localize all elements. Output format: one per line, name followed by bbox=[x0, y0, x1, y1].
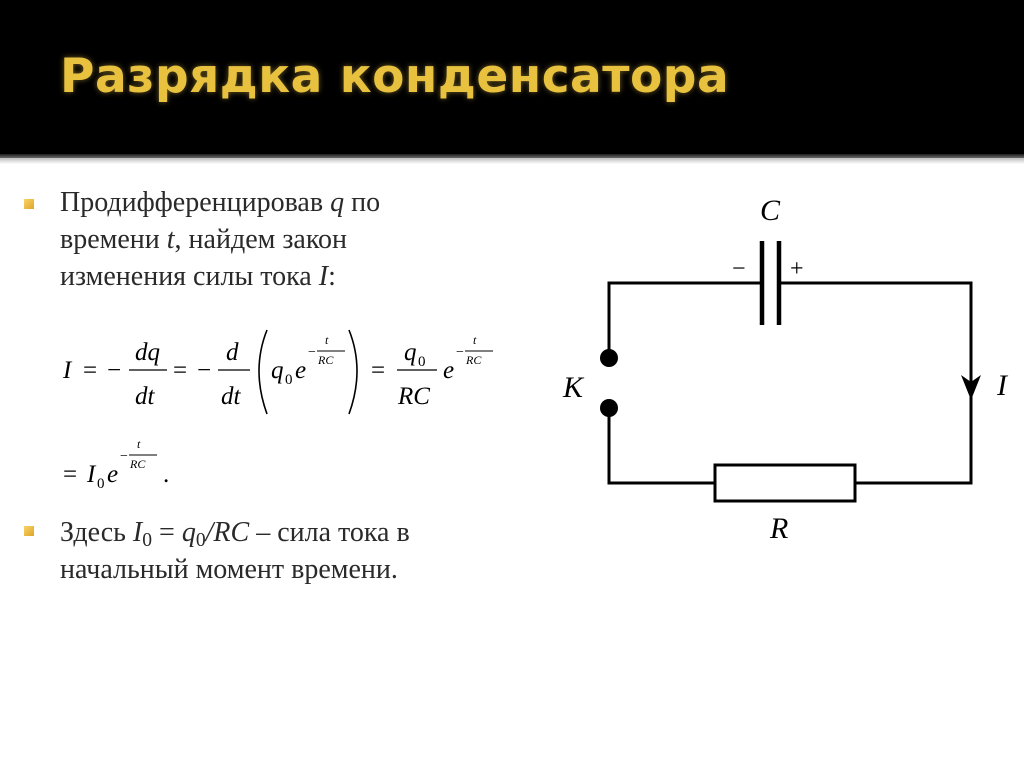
text-span: – сила тока в bbox=[249, 517, 410, 548]
text-span: времени bbox=[60, 224, 167, 255]
math-var-RC: /RC bbox=[205, 517, 250, 548]
exp-t: t bbox=[473, 333, 477, 347]
formula-q: q bbox=[271, 357, 284, 384]
text-span: Здесь bbox=[60, 517, 133, 548]
formula-eq: = bbox=[173, 357, 188, 384]
formula-d: d bbox=[226, 339, 239, 366]
text-span: начальный момент времени. bbox=[60, 554, 398, 585]
text-span: = bbox=[152, 517, 182, 548]
formula-q: q bbox=[404, 339, 417, 366]
switch-contact-top bbox=[600, 349, 618, 367]
formula-eq: = bbox=[371, 357, 386, 384]
formula-dot: . bbox=[163, 461, 170, 488]
exp-minus: − bbox=[120, 449, 128, 464]
formula-minus: − bbox=[107, 357, 122, 384]
math-var-t: t bbox=[166, 224, 175, 255]
formula-dq: dq bbox=[135, 339, 160, 366]
text-span: : bbox=[328, 261, 336, 292]
resistor-label: R bbox=[770, 512, 789, 545]
math-var-q: q bbox=[330, 187, 345, 218]
switch-label: K bbox=[563, 371, 584, 404]
math-var-q: q bbox=[181, 517, 196, 548]
wire-top-left bbox=[609, 283, 762, 358]
formula-eq: = bbox=[83, 357, 98, 384]
wire-top-right bbox=[779, 283, 971, 483]
formula-e: e bbox=[295, 357, 307, 384]
formula-sub0: 0 bbox=[285, 372, 293, 388]
text-span: изменения силы тока bbox=[60, 261, 319, 292]
text-span: по bbox=[344, 187, 381, 218]
formula-I: I bbox=[87, 461, 96, 488]
subscript: 0 bbox=[195, 529, 206, 551]
formula-sub0: 0 bbox=[418, 354, 426, 370]
capacitor-plus-sign: + bbox=[790, 256, 804, 282]
exp-RC: RC bbox=[130, 457, 146, 471]
exp-RC: RC bbox=[318, 353, 334, 367]
exp-RC: RC bbox=[466, 353, 482, 367]
formula-e: e bbox=[443, 357, 455, 384]
exp-minus: − bbox=[308, 345, 316, 360]
text-span: Продифференцировав bbox=[60, 187, 331, 218]
text-span: , найдем закон bbox=[174, 224, 347, 255]
current-label: I bbox=[997, 369, 1007, 402]
capacitor-label: C bbox=[760, 194, 781, 227]
exp-minus: − bbox=[456, 345, 464, 360]
slide-title: Разрядка конденсатора bbox=[60, 49, 730, 104]
formula-minus: − bbox=[197, 357, 212, 384]
formula-e: e bbox=[107, 461, 119, 488]
formula-eq: = bbox=[63, 461, 78, 488]
formula-sub0: 0 bbox=[97, 476, 105, 492]
switch-contact-bottom bbox=[600, 399, 618, 417]
capacitor-minus-sign: − bbox=[732, 256, 746, 282]
exp-t: t bbox=[137, 437, 141, 451]
exp-t: t bbox=[325, 333, 329, 347]
formula-RC: RC bbox=[398, 383, 430, 410]
subscript: 0 bbox=[142, 529, 153, 551]
formula-dt: dt bbox=[221, 383, 241, 410]
resistor bbox=[715, 465, 855, 501]
math-var-I: I bbox=[132, 517, 143, 548]
formula-I: I bbox=[63, 357, 72, 384]
wire-bottom-left bbox=[609, 408, 715, 483]
math-var-I: I bbox=[318, 261, 329, 292]
formula-dt: dt bbox=[135, 383, 155, 410]
